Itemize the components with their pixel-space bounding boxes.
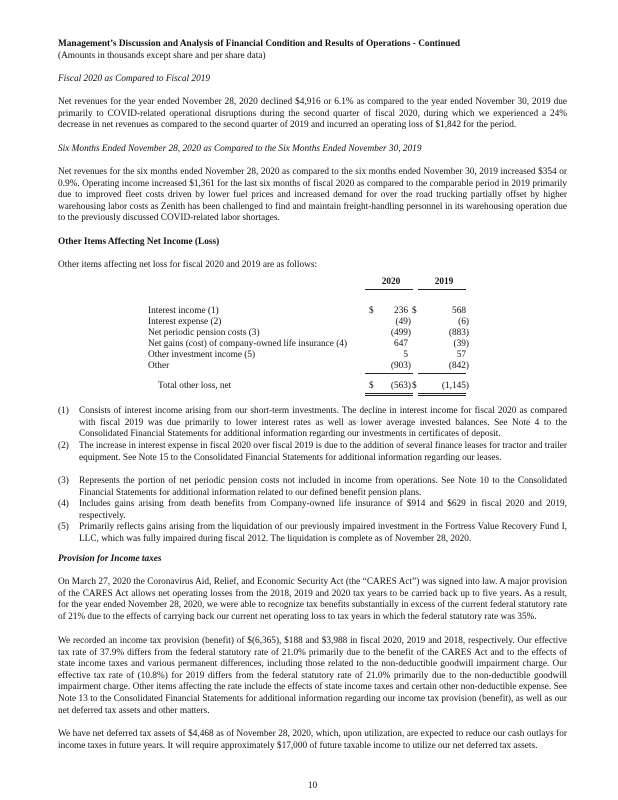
header-underline [418, 289, 466, 290]
row-label: Net gains (cost) of company-owned life insurance (4) [148, 339, 348, 349]
subtotal-underline [418, 373, 466, 374]
currency-symbol: $ [369, 381, 374, 391]
total-2020: (563) [390, 381, 411, 391]
footnote-number: (1) [58, 406, 69, 416]
currency-symbol: $ [412, 381, 417, 391]
value-2019: (883) [448, 328, 469, 338]
provision-paragraph-1: On March 27, 2020 the Coronavirus Aid, Relief, and Economic Security Act (the “CARES Act”) was signed into law. A major provision of the CARES Act allows net operating losses from the 2018, 2019 and 2020 tax years to be carried back up to five years. As a result, for the year ended November 28, 2020, we were able to recognize tax benefits substantially in excess of the current federal statutory rate of 21% due to the effects of carrying back our current net operating loss to tax years in which the federal statutory rate was 35%. [58, 577, 567, 622]
footnote-number: (4) [58, 499, 69, 509]
value-2019: (842) [448, 361, 469, 371]
currency-symbol: $ [412, 306, 417, 316]
row-label: Net periodic pension costs (3) [148, 328, 260, 338]
page-title: Management’s Discussion and Analysis of Financial Condition and Results of Operations - Continued [58, 39, 461, 49]
table-total-row [148, 381, 478, 393]
footnote-number: (2) [58, 441, 69, 451]
total-double-underline [418, 393, 466, 396]
footnote-number: (5) [58, 522, 69, 532]
value-2020: 647 [394, 339, 408, 349]
footnote-text: The increase in interest expense in fiscal 2020 over fiscal 2019 is due to the addition of several finance leases for tractor and trailer equipment. See Note 15 to the Consolidated Financial Statements for additional information regarding our leases. [79, 441, 567, 463]
currency-symbol: $ [369, 306, 374, 316]
page-number: 10 [307, 781, 318, 791]
value-2019: 57 [456, 350, 466, 360]
total-label: Total other loss, net [158, 381, 232, 391]
six-months-paragraph: Net revenues for the six months ended November 28, 2020 as compared to the six months ended November 30, 2019 increased $354 or 0.9%. Operating income increased $1,361 for the last six months of fiscal 2020 as compared to the comparable period in 2019 primarily due to improved fleet costs driven by lower fuel prices and increased demand for over the road trucking partially offset by higher warehousing labor costs as Zenith has been challenged to find and maintain freight-handling personnel in its warehousing operation due to the previously discussed COVID-related labor shortages. [58, 167, 567, 224]
other-items-heading: Other Items Affecting Net Income (Loss) [58, 237, 220, 247]
subtotal-underline [365, 373, 413, 374]
value-2019: (6) [458, 317, 469, 327]
footnote-number: (3) [58, 476, 69, 486]
page-subtitle: (Amounts in thousands except share and per share data) [58, 51, 266, 61]
footnote-text: Primarily reflects gains arising from the liquidation of our previously impaired investment in the Fortress Value Recovery Fund I, LLC, which was fully impaired during fiscal 2012. The liquidation is complete as of November 28, 2020. [79, 522, 567, 544]
value-2020: 5 [403, 350, 408, 360]
table-row [148, 361, 478, 373]
column-header-2020: 2020 [381, 277, 401, 287]
row-label: Other investment income (5) [148, 350, 256, 360]
value-2020: (903) [390, 361, 411, 371]
column-header-2019: 2019 [434, 277, 454, 287]
footnote-text: Includes gains arising from death benefits from Company-owned life insurance of $914 and $629 in fiscal 2020 and 2019, respectively. [79, 499, 567, 521]
footnote-text: Represents the portion of net periodic pension costs not included in income from operations. See Note 10 to the Consolidated Financial Statements for additional information related to our defined benefit pension plans. [79, 476, 567, 498]
row-label: Interest expense (2) [148, 317, 222, 327]
value-2019: 568 [452, 306, 466, 316]
other-items-intro: Other items affecting net loss for fiscal 2020 and 2019 are as follows: [58, 260, 318, 270]
fiscal-comparison-paragraph: Net revenues for the year ended November 28, 2020 declined $4,916 or 6.1% as compared to the year ended November 30, 2019 due primarily to COVID-related operational disruptions during the second quarter of fiscal 2020, during which we experienced a 24% decrease in net revenues as compared to the second quarter of 2019 and incurred an operating loss of $1,842 for the period. [58, 97, 567, 131]
fiscal-comparison-heading: Fiscal 2020 as Compared to Fiscal 2019 [58, 74, 211, 84]
value-2020: 236 [394, 306, 408, 316]
value-2019: (39) [453, 339, 469, 349]
six-months-heading: Six Months Ended November 28, 2020 as Compared to the Six Months Ended November 30, 2019 [58, 144, 422, 154]
row-label: Interest income (1) [148, 306, 219, 316]
row-label: Other [148, 361, 170, 371]
footnote-text: Consists of interest income arising from our short-term investments. The decline in interest income for fiscal 2020 as compared with fiscal 2019 was due primarily to lower interest rates as well as lower average invested balances. See Note 4 to the Consolidated Financial Statements for additional information regarding our investments in certificates of deposit. [79, 406, 567, 440]
total-double-underline [365, 393, 413, 396]
value-2020: (499) [390, 328, 411, 338]
provision-paragraph-2: We recorded an income tax provision (benefit) of $(6,365), $188 and $3,988 in fiscal 2020, 2019 and 2018, respectively. Our effective tax rate of 37.9% differs from the federal statutory rate of 21.0% primarily due to the benefit of the CARES Act and to the effects of state income taxes and various permanent differences, including those related to the non-deductible goodwill impairment charge. Our effective tax rate of (10.8%) for 2019 differs from the federal statutory rate of 21.0% primarily due to the non-deductible goodwill impairment charge. Other items affecting the rate include the effects of state income taxes and certain other non-deductible expense. See Note 13 to the Consolidated Financial Statements for additional information regarding our income tax provision (benefit), as well as our net deferred tax assets and other matters. [58, 636, 567, 716]
header-underline [365, 289, 413, 290]
provision-paragraph-3: We have net deferred tax assets of $4,468 as of November 28, 2020, which, upon utilization, are expected to reduce our cash outlays for income taxes in future years. It will require approximately $17,000 of future taxable income to utilize our net deferred tax assets. [58, 729, 567, 751]
value-2020: (49) [395, 317, 411, 327]
provision-heading: Provision for Income taxes [58, 554, 162, 564]
total-2019: (1,145) [441, 381, 469, 391]
